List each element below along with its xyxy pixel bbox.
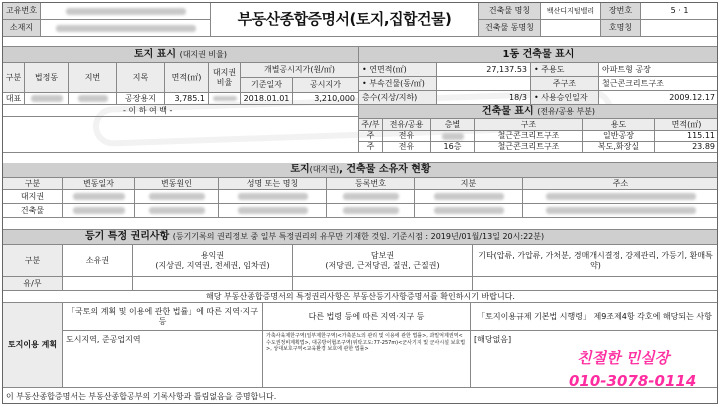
bs-label-3: • 부속건물(동/㎡) [359,77,437,91]
rights-status-other [473,277,718,291]
land-area: 3,785.1 [165,93,209,105]
owner-row1-name [219,190,327,204]
owner-header-name: 성명 또는 명칭 [219,178,327,190]
divider [3,37,718,47]
land-dong [25,93,69,105]
rights-usufruct-sub: (지상권, 지역권, 전세권, 임차권) [155,260,270,270]
be-row1-type: 전유 [383,131,431,142]
dong-value [541,20,601,37]
be-row1-jb: 주 [359,131,383,142]
rights-status-label: 유/무 [3,277,63,291]
bs-value-2: 아파트형 공장 [599,63,718,77]
bs-value-4: 철근콘크리트구조 [599,77,718,91]
building-name-label: 건축물 명칭 [479,3,541,20]
land-date: 2018.01.01 [241,93,293,105]
be-empty [359,153,718,163]
owner-row2-cause [135,204,219,218]
owner-header-share: 지분 [415,178,523,190]
be-header-area: 면적(㎡) [655,119,718,131]
owner-row1-cause [135,190,219,204]
land-blank-text: - 이 하 여 백 - [3,105,359,117]
landuse-col3-value: [해당없음] [471,331,718,388]
rights-section-title: 등기 특정 권리사항 (등기기록의 권리정보 중 일부 특정권리의 유무만 기재한 것임. 기준시점 : 2019년/01월/13일 20시:22분) [3,230,718,245]
footer-text: 이 부동산종합증명서는 부동산종합공부의 기록사항과 틀림없음을 증명합니다. [3,388,718,404]
be-header-type: 전유/공용 [383,119,431,131]
promo-phone: 010-3078-0114 [569,372,697,390]
bs-label-1: • 연면적(㎡) [359,63,437,77]
owner-empty [3,218,718,230]
land-ratio [209,93,241,105]
rights-kind-label: 구분 [3,245,63,277]
be-row2-type: 전유 [383,142,431,153]
land-jimok: 공장용지 [117,93,165,105]
owner-row1-regno [327,190,415,204]
address-value [41,20,211,37]
document-title: 부동산종합증명서(토지,집합건물) [211,3,479,37]
land-empty-area [3,117,359,153]
rights-security-sub: (저당권, 근저당권, 질권, 근질권) [325,260,440,270]
be-header-floor: 층별 [431,119,475,131]
owner-header-kind: 구분 [3,178,63,190]
be-row2-structure: 철근콘크리트구조 [475,142,583,153]
rights-status-security [293,277,473,291]
land-header-jibun: 지번 [69,63,117,93]
landuse-col3-title: 「토지이용규제 기본법 시행령」 제9조제4항 각호에 해당되는 사항 [471,303,718,331]
certificate-document [2,2,718,404]
owner-header-date: 변동일자 [63,178,135,190]
rights-status-owner [63,277,133,291]
landuse-col2-title: 다른 법령 등에 따른 지역·지구 등 [263,303,471,331]
owner-header-address: 주소 [523,178,718,190]
land-header-price: 개별공시지가(원/㎡) [241,63,359,78]
owner-row2-kind: 건축물 [3,204,63,218]
be-row2-use: 복도,화장실 [583,142,655,153]
be-header-use: 용도 [583,119,655,131]
owner-row1-share [415,190,523,204]
land-jibun [69,93,117,105]
bs-label-5: 층수(지상/지하) [359,91,437,105]
land-header-dong: 법정동 [25,63,69,93]
rights-usufruct [133,245,293,277]
bs-value-1: 27,137.53 [437,63,531,77]
be-header-jb: 주/부 [359,119,383,131]
be-header-structure: 구조 [475,119,583,131]
bs-value-5: 18/3 [437,91,531,105]
landuse-label: 토지이용 계획 [3,303,63,388]
owner-header-cause: 변동원인 [135,178,219,190]
owner-row1-date [63,190,135,204]
building-summary-title: 1동 건축물 표시 [359,47,718,63]
land-price: 3,210,000 [293,93,359,105]
jang-label: 장번호 [601,3,641,20]
ho-value [641,20,718,37]
be-row1-floor [431,131,475,142]
bs-label-6: • 사용승인일자 [531,91,599,105]
jang-value: 5 · 1 [641,3,718,20]
be-row2-area: 23.89 [655,142,718,153]
bs-label-4: 주구조 [531,77,599,91]
promo-name: 친절한 민실장 [577,349,670,367]
land-header-area: 면적(㎡) [165,63,209,93]
owner-row2-date [63,204,135,218]
owner-row1-address [523,190,718,204]
rights-security-title: 담보권 [370,251,395,261]
be-row1-use: 일반공장 [583,131,655,142]
owner-header-regno: 등록번호 [327,178,415,190]
address-label: 소재지 [3,20,41,37]
id-value [41,3,211,20]
rights-note: 해당 부동산종합증명서의 특정권리사항은 부동산등기사항증명서를 확인하시기 바랍니다. [3,291,718,303]
be-row1-structure: 철근콘크리트구조 [475,131,583,142]
landuse-col1-value: 도시지역, 준공업지역 [63,331,263,388]
id-label: 고유번호 [3,3,41,20]
owner-row2-share [415,204,523,218]
be-row2-jb: 주 [359,142,383,153]
land-header-official: 공시지가 [293,78,359,93]
land-kind: 대표 [3,93,25,105]
rights-other: 기타(압류, 가압류, 가처분, 경매개시결정, 강제관리, 가등기, 환매특약) [473,245,718,277]
be-row2-floor: 16층 [431,142,475,153]
owner-row2-address [523,204,718,218]
land-header-date: 기준일자 [241,78,293,93]
be-row1-area: 115.11 [655,131,718,142]
land-header-kind: 구분 [3,63,25,93]
rights-status-usufruct [133,277,293,291]
land-header-ratio: 대지권 비율 [209,63,241,93]
owner-row2-name [219,204,327,218]
rights-security [293,245,473,277]
be-section-title: 건축물 표시 (전유/공용 부분) [359,105,718,119]
bs-value-6: 2009.12.17 [599,91,718,105]
ho-label: 호명칭 [601,20,641,37]
owner-section-title: 토지 (대지권) , 건축물 소유자 현황 [3,163,718,178]
owner-row1-kind: 대지권 [3,190,63,204]
landuse-col2-value: 가축사육제한구역(일부제한구역)<가축분뇨의 관리 및 이용에 관한 법률>, 과밀억제권역<수도권정비계획법>, 대공방어협조구역(위탁고도:77-257m)<군사기지 및 군사시설 보호법>, 상대보호구역<교육환경 보호에 관한 법률> [263,331,471,388]
land-section-title: 토지 표시 (대지권 비율) [3,47,359,63]
land-header-jimok: 지목 [117,63,165,93]
owner-row2-regno [327,204,415,218]
rights-usufruct-title: 용익권 [200,251,225,261]
landuse-col1-title: 「국토의 계획 및 이용에 관한 법률」에 따른 지역·지구 등 [63,303,263,331]
rights-owner-label: 소유권 [63,245,133,277]
bs-value-3 [437,77,531,91]
dong-label: 건축물 동명칭 [479,20,541,37]
building-name-value: 백산디지털밸리 [541,3,601,20]
bs-label-2: • 주용도 [531,63,599,77]
